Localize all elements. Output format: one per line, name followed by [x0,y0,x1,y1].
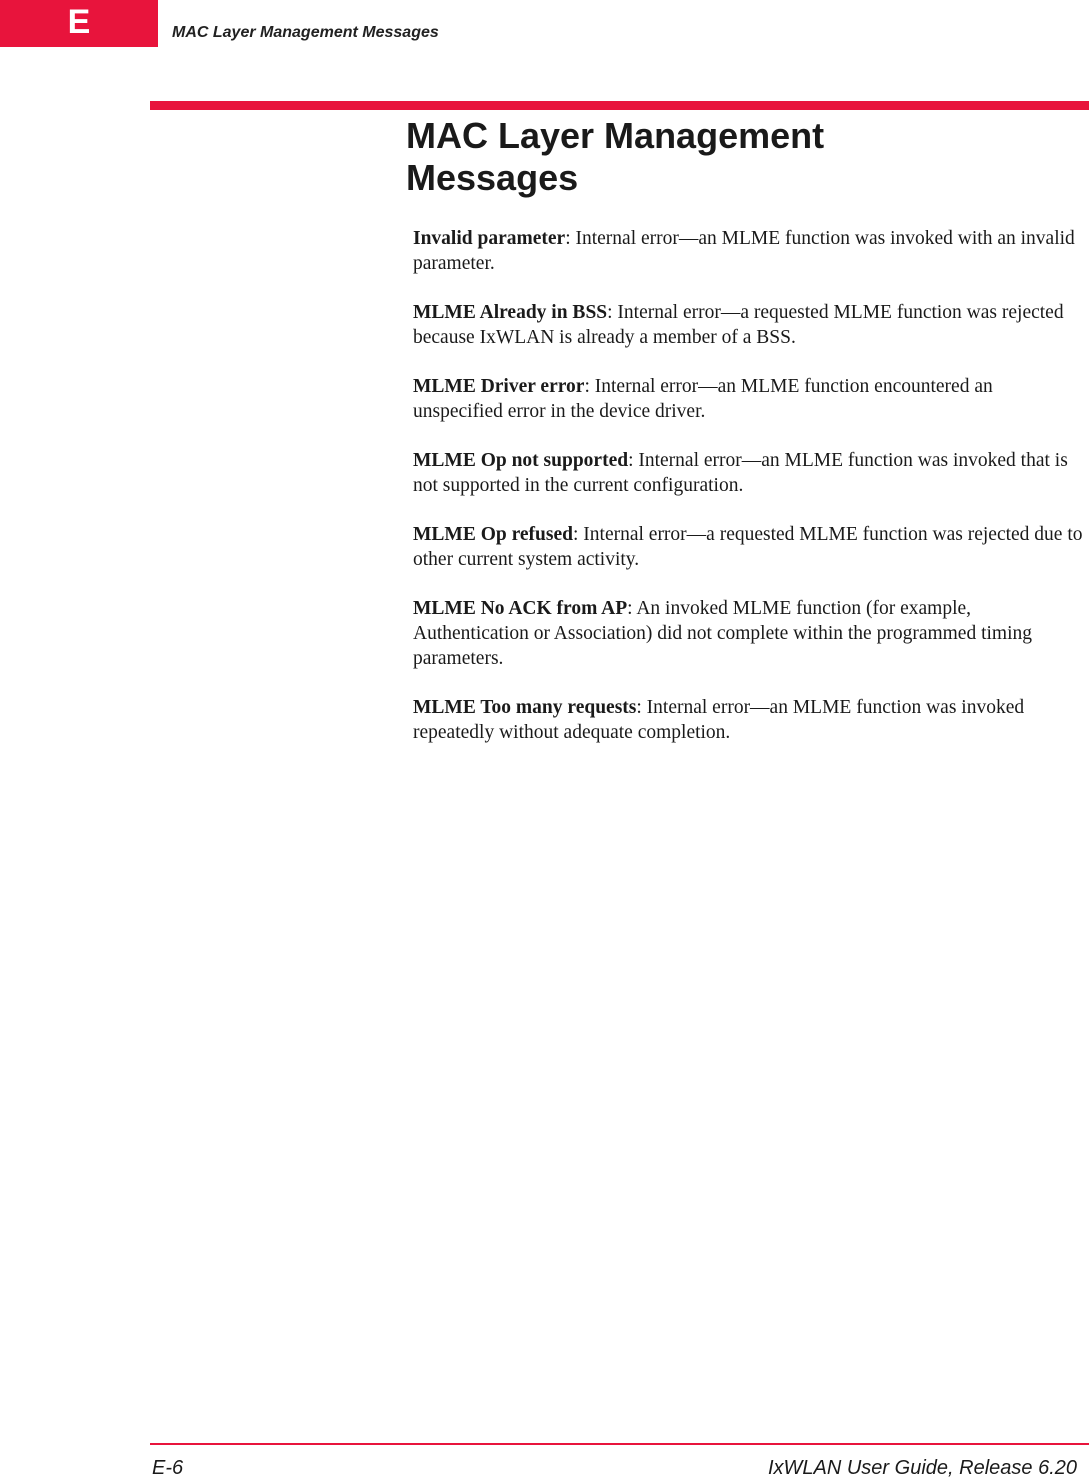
appendix-tab [0,0,158,47]
header-rule [150,101,1089,110]
message-term: MLME Op refused [413,524,573,545]
message-term: MLME Op not supported [413,450,629,471]
message-entry [413,300,1085,350]
appendix-letter: E [67,2,91,41]
message-description: : Internal error—an MLME function encountered an unspecified error in the device driver. [413,376,993,422]
message-entry [413,522,1085,572]
footer-rule [150,1443,1089,1445]
message-description: : Internal error—an MLME function was invoked repeatedly without adequate completion. [413,697,1025,743]
message-term: MLME Already in BSS [413,302,608,323]
message-entry [413,596,1085,671]
message-entry [413,374,1085,424]
message-description: : Internal error—a requested MLME function was rejected due to other current system activity. [413,524,1083,570]
message-description: : Internal error—an MLME function was invoked with an invalid parameter. [413,228,1075,274]
message-description: : An invoked MLME function (for example, Authentication or Association) did not complete within the programmed timing parameters. [413,598,1033,669]
running-head: MAC Layer Management Messages [172,24,439,41]
message-description: : Internal error—a requested MLME function was rejected because IxWLAN is already a member of a BSS. [413,302,1064,348]
message-entry [413,448,1085,498]
message-list [413,226,1085,769]
message-term: MLME No ACK from AP [413,598,628,619]
page-number: E-6 [152,1457,184,1479]
section-title: MAC Layer Management Messages [406,115,825,198]
message-term: Invalid parameter [413,228,566,249]
message-entry [413,695,1085,745]
message-description: : Internal error—an MLME function was invoked that is not supported in the current configuration. [413,450,1068,496]
message-term: MLME Driver error [413,376,585,397]
message-term: MLME Too many requests [413,697,637,718]
book-title: IxWLAN User Guide, Release 6.20 [767,1457,1077,1479]
message-entry [413,226,1085,276]
